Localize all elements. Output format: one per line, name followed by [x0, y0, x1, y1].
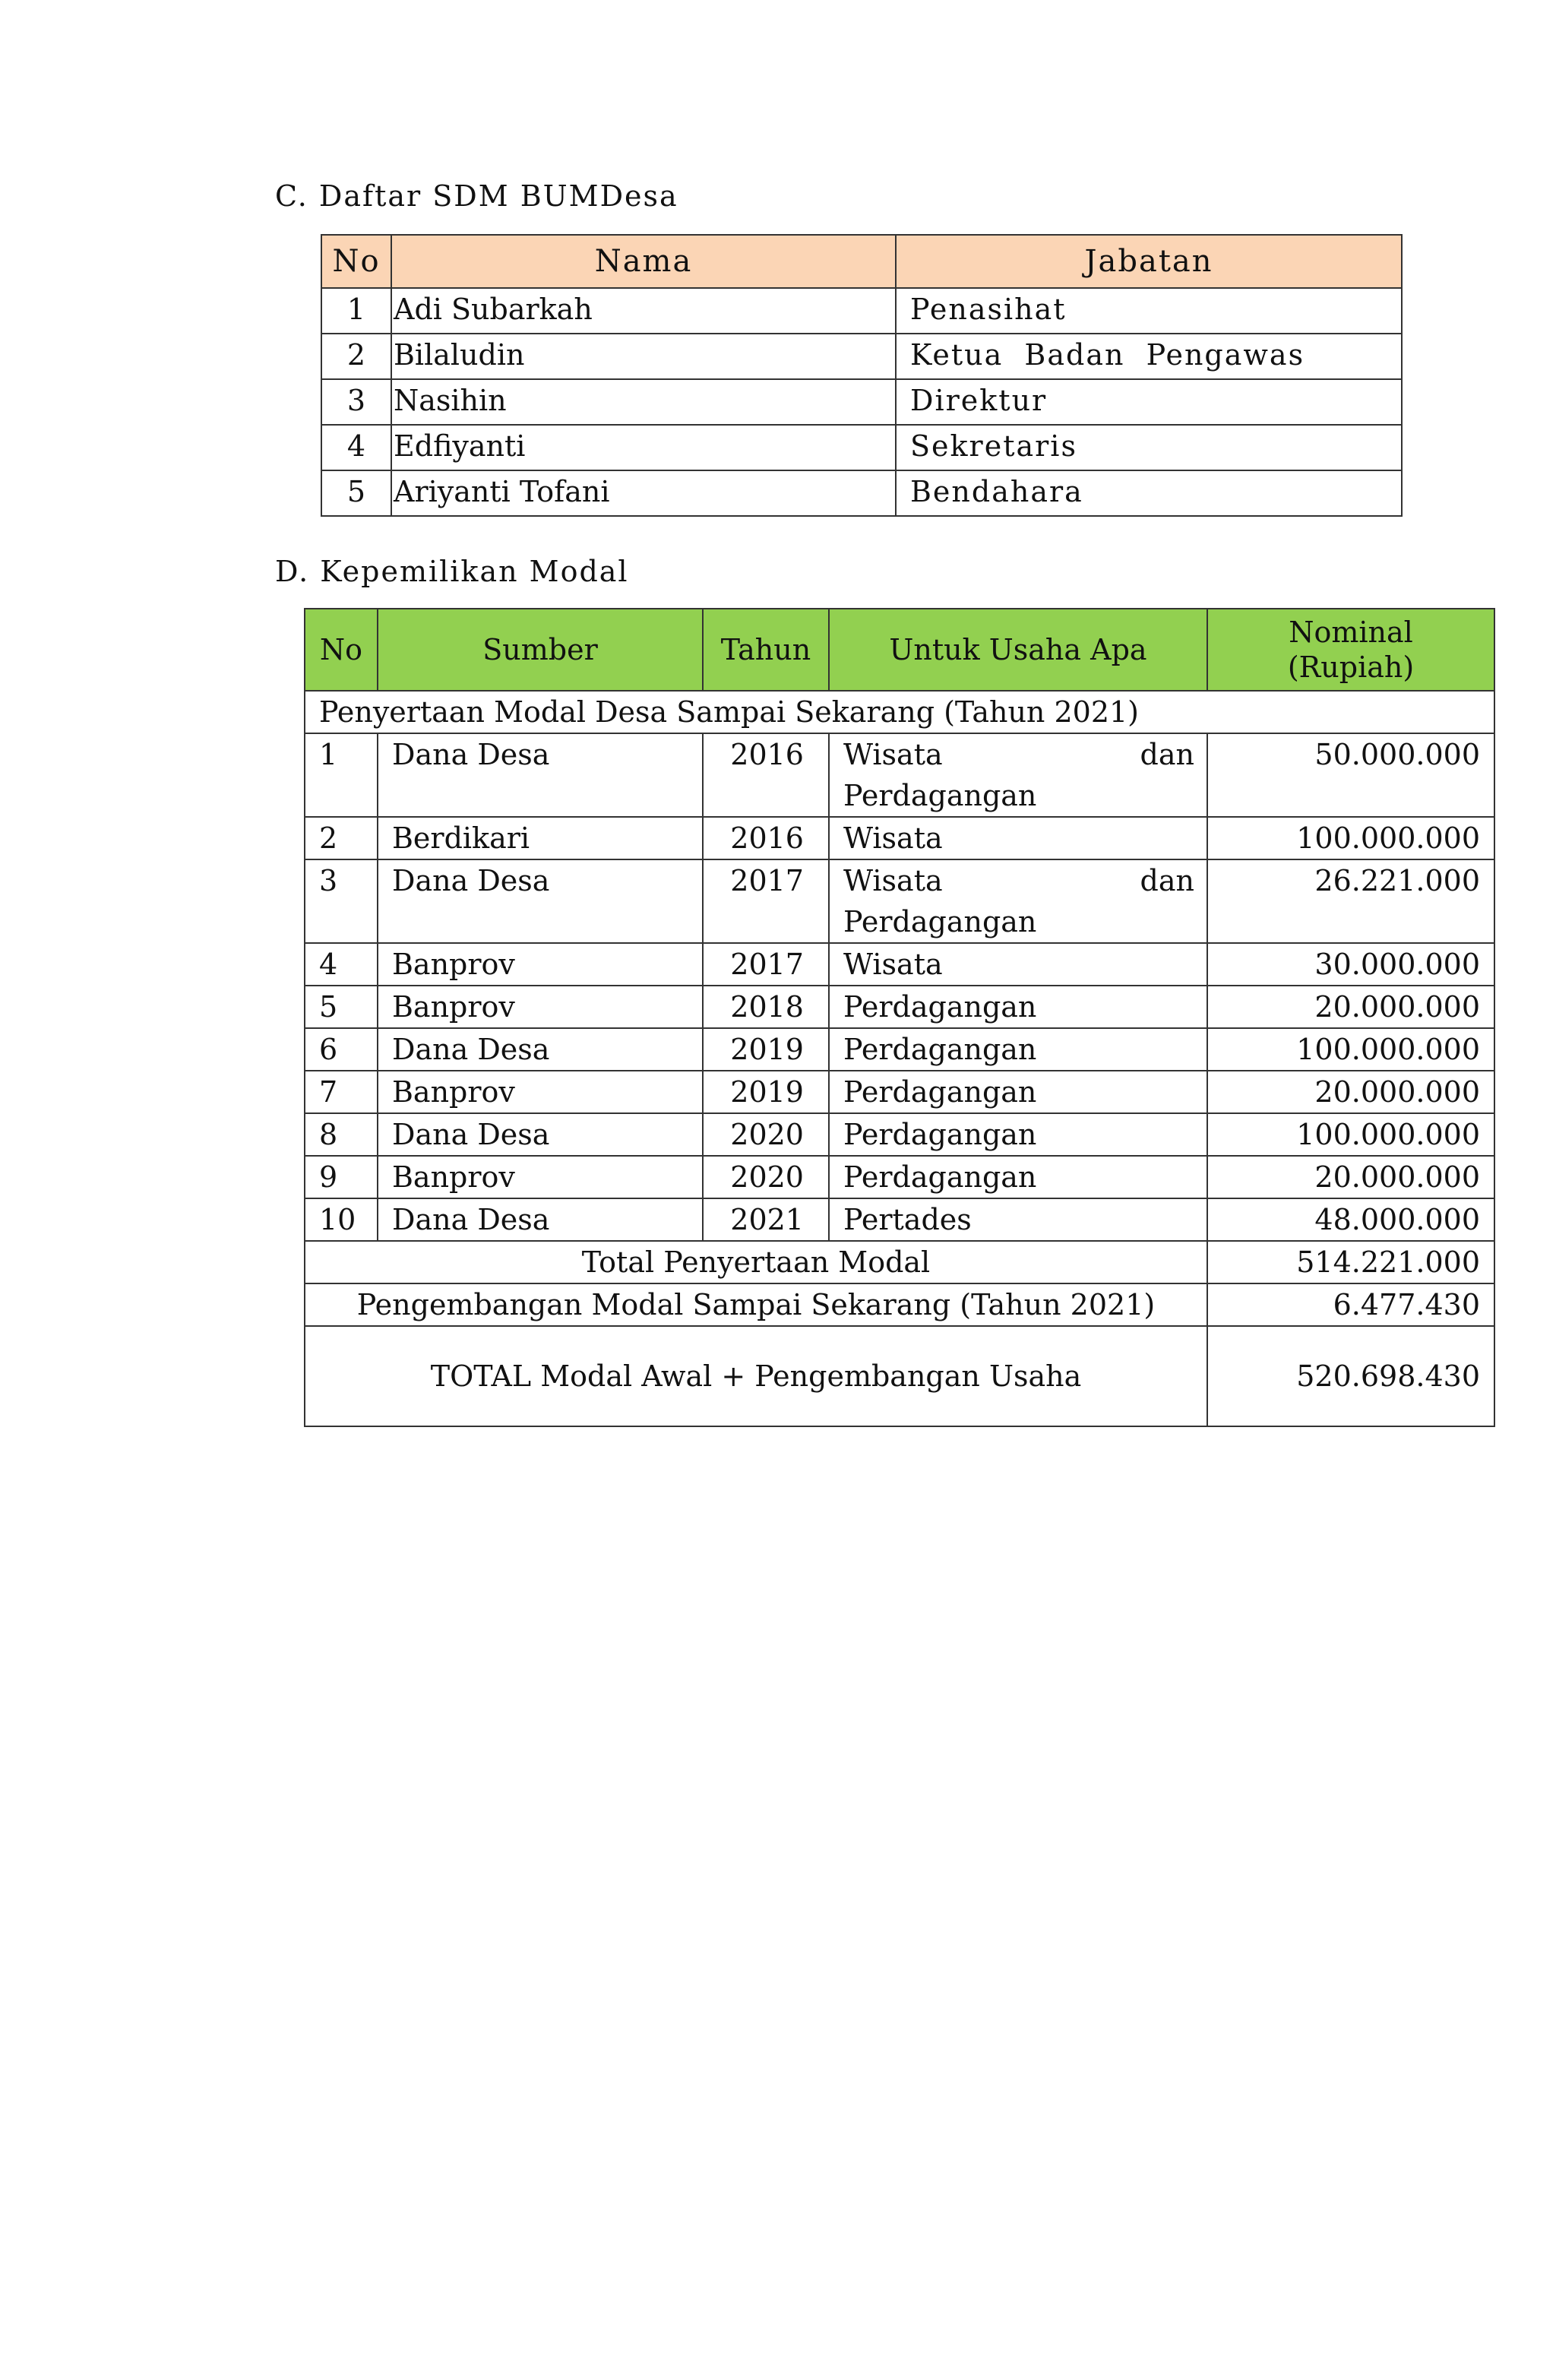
- modal-sumber: Banprov: [378, 986, 703, 1028]
- sdm-jabatan: Direktur: [896, 379, 1402, 425]
- total-penyertaan-row: [305, 1241, 1494, 1283]
- sdm-no: 2: [321, 334, 391, 379]
- modal-nominal: 20.000.000: [1207, 986, 1494, 1028]
- modal-header-tahun: Tahun: [703, 609, 829, 691]
- modal-no: 5: [305, 986, 378, 1028]
- modal-usaha: Wisata: [829, 817, 1207, 859]
- table-row: [321, 334, 1402, 379]
- sdm-no: 4: [321, 425, 391, 470]
- pengembangan-label: Pengembangan Modal Sampai Sekarang (Tahun 2021): [305, 1283, 1207, 1326]
- section-c-title: C. Daftar SDM BUMDesa: [275, 179, 678, 213]
- sdm-nama: Ariyanti Tofani: [391, 470, 896, 516]
- sdm-no: 1: [321, 288, 391, 334]
- grand-total-row: [305, 1326, 1494, 1426]
- table-row: [305, 1156, 1494, 1198]
- modal-usaha-word: Perdagangan: [843, 779, 1037, 812]
- modal-sumber: Banprov: [378, 943, 703, 986]
- grand-total-label: TOTAL Modal Awal + Pengembangan Usaha: [305, 1326, 1207, 1426]
- modal-tahun: 2020: [703, 1156, 829, 1198]
- table-row: [305, 1071, 1494, 1113]
- modal-no: 9: [305, 1156, 378, 1198]
- modal-sumber: Banprov: [378, 1156, 703, 1198]
- modal-usaha: [829, 733, 1207, 817]
- modal-header-nominal: [1207, 609, 1494, 691]
- modal-no: 10: [305, 1198, 378, 1241]
- modal-nominal: 20.000.000: [1207, 1156, 1494, 1198]
- modal-usaha-word: Perdagangan: [843, 905, 1037, 938]
- modal-header-usaha: Untuk Usaha Apa: [829, 609, 1207, 691]
- modal-no: 3: [305, 859, 378, 943]
- sdm-header-jabatan: Jabatan: [896, 235, 1402, 288]
- modal-nominal: 26.221.000: [1207, 859, 1494, 943]
- total-penyertaan-value: 514.221.000: [1207, 1241, 1494, 1283]
- modal-usaha: Perdagangan: [829, 1028, 1207, 1071]
- sdm-jabatan: Penasihat: [896, 288, 1402, 334]
- modal-usaha-word: Wisata: [843, 738, 943, 771]
- grand-total-value: 520.698.430: [1207, 1326, 1494, 1426]
- sdm-nama: Nasihin: [391, 379, 896, 425]
- modal-no: 4: [305, 943, 378, 986]
- modal-nominal: 20.000.000: [1207, 1071, 1494, 1113]
- modal-sumber: Dana Desa: [378, 1028, 703, 1071]
- table-row: [321, 470, 1402, 516]
- modal-no: 2: [305, 817, 378, 859]
- modal-no: 8: [305, 1113, 378, 1156]
- table-row: [305, 986, 1494, 1028]
- modal-nominal: 100.000.000: [1207, 1028, 1494, 1071]
- sdm-nama: Edfiyanti: [391, 425, 896, 470]
- modal-usaha: Perdagangan: [829, 986, 1207, 1028]
- modal-tahun: 2021: [703, 1198, 829, 1241]
- sdm-no: 3: [321, 379, 391, 425]
- sdm-header-row: [321, 235, 1402, 288]
- modal-nominal: 100.000.000: [1207, 1113, 1494, 1156]
- modal-usaha-word: dan: [1140, 864, 1194, 897]
- modal-usaha: Perdagangan: [829, 1156, 1207, 1198]
- modal-usaha: Wisata: [829, 943, 1207, 986]
- modal-tahun: 2017: [703, 859, 829, 943]
- pengembangan-value: 6.477.430: [1207, 1283, 1494, 1326]
- total-penyertaan-label: Total Penyertaan Modal: [305, 1241, 1207, 1283]
- table-row: [321, 288, 1402, 334]
- sdm-nama: Adi Subarkah: [391, 288, 896, 334]
- modal-tahun: 2018: [703, 986, 829, 1028]
- modal-sumber: Dana Desa: [378, 859, 703, 943]
- table-row: [305, 859, 1494, 943]
- sdm-nama: Bilaludin: [391, 334, 896, 379]
- modal-tahun: 2020: [703, 1113, 829, 1156]
- pengembangan-row: [305, 1283, 1494, 1326]
- modal-subheading-row: [305, 691, 1494, 733]
- modal-nominal: 50.000.000: [1207, 733, 1494, 817]
- modal-subheading: Penyertaan Modal Desa Sampai Sekarang (Tahun 2021): [305, 691, 1494, 733]
- modal-usaha-word: Wisata: [843, 864, 943, 897]
- table-row: [321, 379, 1402, 425]
- modal-tahun: 2019: [703, 1028, 829, 1071]
- sdm-header-no: No: [321, 235, 391, 288]
- modal-tahun: 2019: [703, 1071, 829, 1113]
- sdm-header-nama: Nama: [391, 235, 896, 288]
- table-row: [305, 817, 1494, 859]
- modal-no: 1: [305, 733, 378, 817]
- modal-header-row: [305, 609, 1494, 691]
- modal-tahun: 2016: [703, 817, 829, 859]
- table-row: [305, 1113, 1494, 1156]
- modal-sumber: Dana Desa: [378, 733, 703, 817]
- modal-tahun: 2017: [703, 943, 829, 986]
- modal-usaha: Perdagangan: [829, 1071, 1207, 1113]
- modal-nominal: 30.000.000: [1207, 943, 1494, 986]
- modal-sumber: Berdikari: [378, 817, 703, 859]
- table-row: [321, 425, 1402, 470]
- sdm-table: [321, 234, 1403, 517]
- section-d-title: D. Kepemilikan Modal: [275, 555, 629, 588]
- table-row: [305, 1198, 1494, 1241]
- modal-header-nominal-line1: Nominal: [1289, 616, 1413, 649]
- sdm-jabatan: Bendahara: [896, 470, 1402, 516]
- table-row: [305, 733, 1494, 817]
- table-row: [305, 943, 1494, 986]
- modal-no: 6: [305, 1028, 378, 1071]
- modal-usaha: Pertades: [829, 1198, 1207, 1241]
- modal-header-nominal-line2: (Rupiah): [1287, 650, 1415, 684]
- modal-usaha-word: dan: [1140, 738, 1194, 771]
- sdm-jabatan: Ketua Badan Pengawas: [896, 334, 1402, 379]
- table-row: [305, 1028, 1494, 1071]
- modal-no: 7: [305, 1071, 378, 1113]
- modal-usaha: [829, 859, 1207, 943]
- modal-sumber: Dana Desa: [378, 1198, 703, 1241]
- sdm-jabatan: Sekretaris: [896, 425, 1402, 470]
- modal-sumber: Dana Desa: [378, 1113, 703, 1156]
- modal-header-sumber: Sumber: [378, 609, 703, 691]
- sdm-no: 5: [321, 470, 391, 516]
- modal-nominal: 48.000.000: [1207, 1198, 1494, 1241]
- modal-usaha: Perdagangan: [829, 1113, 1207, 1156]
- modal-header-no: No: [305, 609, 378, 691]
- modal-sumber: Banprov: [378, 1071, 703, 1113]
- modal-table: [304, 608, 1495, 1427]
- modal-nominal: 100.000.000: [1207, 817, 1494, 859]
- modal-tahun: 2016: [703, 733, 829, 817]
